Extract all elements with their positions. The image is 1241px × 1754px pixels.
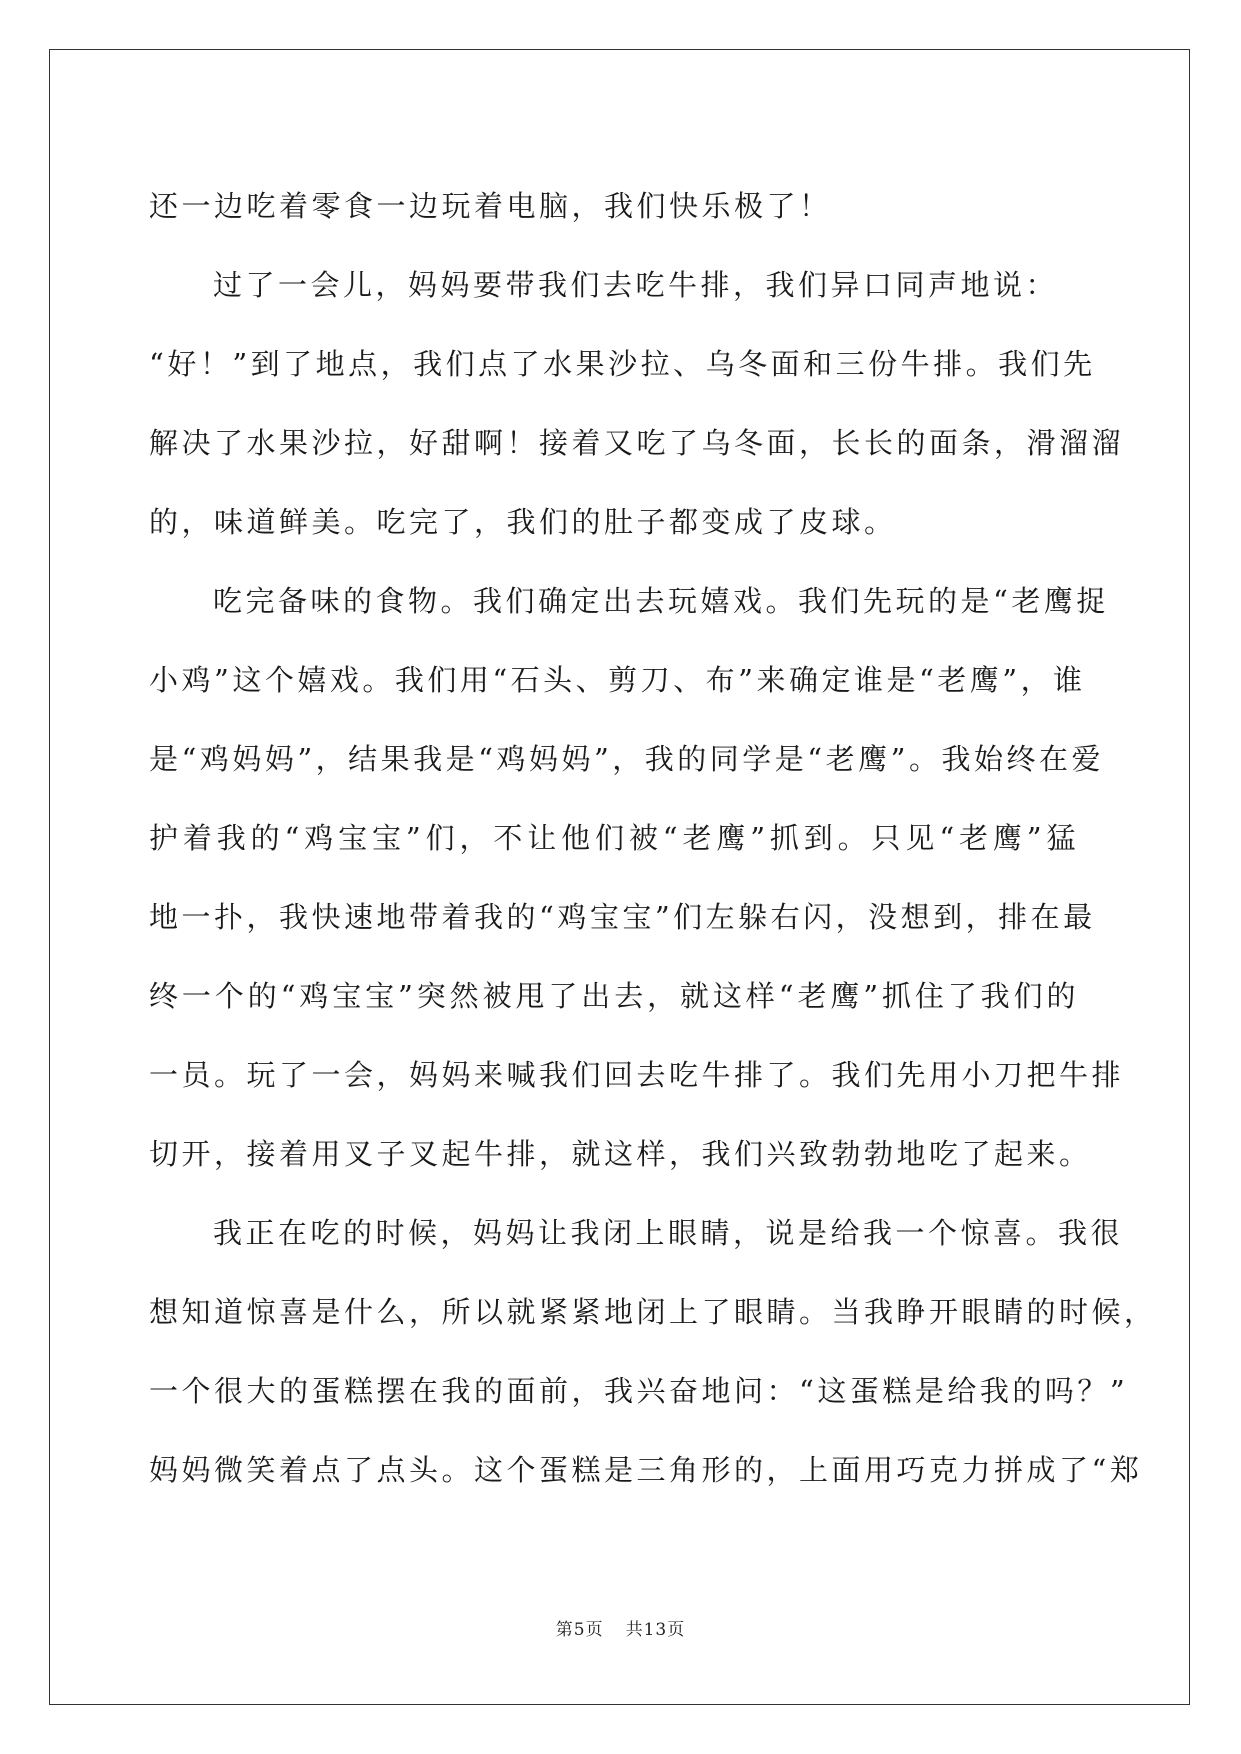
paragraph-line: 吃完备味的食物。我们确定出去玩嬉戏。我们先玩的是“老鹰捉 (213, 584, 1109, 618)
paragraph-line: 一个很大的蛋糕摆在我的面前，我兴奋地问：“这蛋糕是给我的吗？” (149, 1374, 1129, 1408)
paragraph-line: “好！”到了地点，我们点了水果沙拉、乌冬面和三份牛排。我们先 (149, 347, 1096, 381)
paragraph-line: 还一边吃着零食一边玩着电脑，我们快乐极了！ (149, 189, 832, 223)
paragraph-line: 妈妈微笑着点了点头。这个蛋糕是三角形的，上面用巧克力拼成了“郑 (149, 1453, 1143, 1487)
page-number: 第5页 (555, 1620, 604, 1640)
paragraph-line: 一员。玩了一会，妈妈来喊我们回去吃牛排了。我们先用小刀把牛排 (149, 1058, 1125, 1092)
paragraph-line: 解决了水果沙拉，好甜啊！接着又吃了乌冬面，长长的面条，滑溜溜 (149, 426, 1125, 460)
paragraph-line: 终一个的“鸡宝宝”突然被甩了出去，就这样“老鹰”抓住了我们的 (149, 979, 1079, 1013)
paragraph-line: 小鸡”这个嬉戏。我们用“石头、剪刀、布”来确定谁是“老鹰”，谁 (149, 663, 1086, 697)
paragraph-line: 我正在吃的时候，妈妈让我闭上眼睛，说是给我一个惊喜。我很 (213, 1216, 1124, 1250)
paragraph-line: 想知道惊喜是什么，所以就紧紧地闭上了眼睛。当我睁开眼睛的时候， (149, 1295, 1157, 1329)
paragraph-line: 过了一会儿，妈妈要带我们去吃牛排，我们异口同声地说： (213, 268, 1059, 302)
page-total: 共13页 (625, 1620, 686, 1640)
paragraph-line: 地一扑，我快速地带着我的“鸡宝宝”们左躲右闪，没想到，排在最 (149, 900, 1096, 934)
paragraph-line: 护着我的“鸡宝宝”们，不让他们被“老鹰”抓到。只见“老鹰”猛 (149, 821, 1079, 855)
paragraph-line: 是“鸡妈妈”，结果我是“鸡妈妈”，我的同学是“老鹰”。我始终在爱 (149, 742, 1104, 776)
document-body (149, 167, 1157, 1510)
page-footer (0, 1615, 1241, 1640)
paragraph-line: 的，味道鲜美。吃完了，我们的肚子都变成了皮球。 (149, 505, 897, 539)
paragraph-line: 切开，接着用叉子叉起牛排，就这样，我们兴致勃勃地吃了起来。 (149, 1137, 1092, 1171)
